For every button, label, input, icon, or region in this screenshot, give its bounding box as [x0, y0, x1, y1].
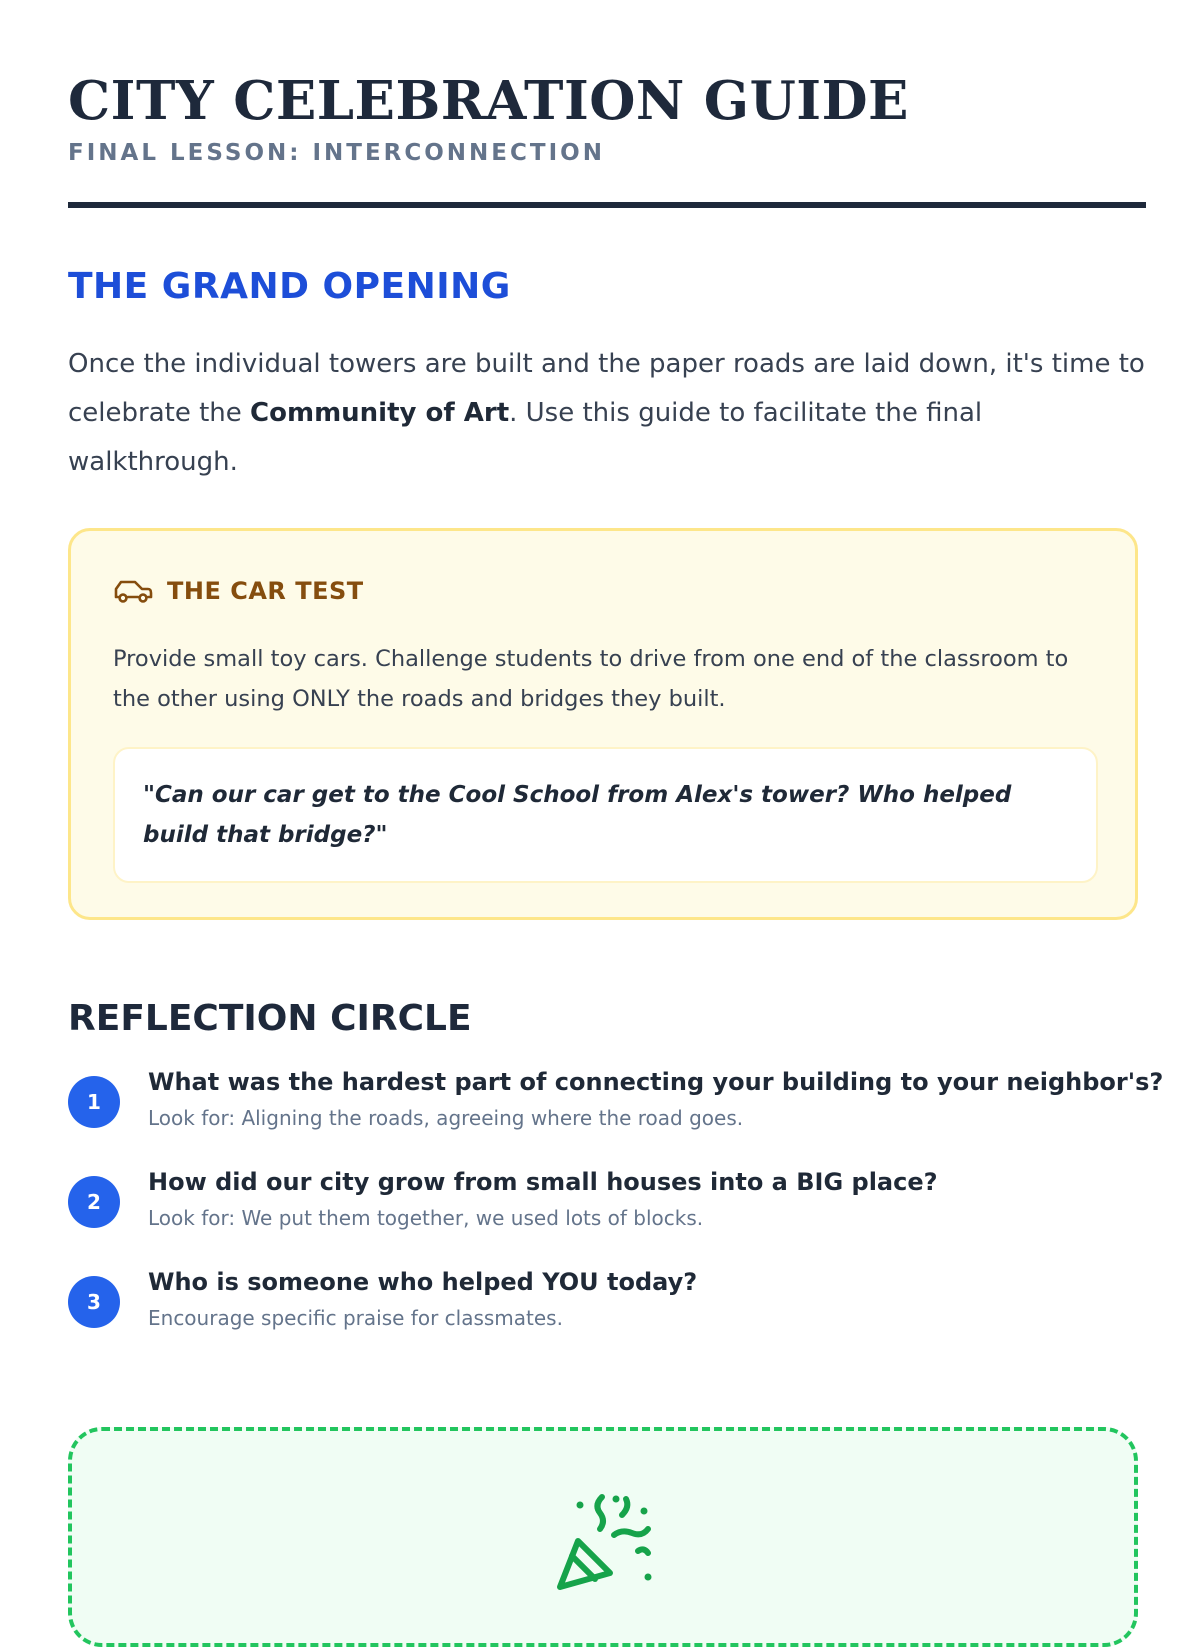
car-icon — [113, 577, 153, 605]
question-number-badge: 1 — [68, 1076, 120, 1128]
grand-opening-intro — [68, 340, 1146, 487]
intro-text-end: . Use this guide to facilitate the final walkthrough. — [68, 398, 983, 477]
intro-text-start: Once the individual towers are built and the paper roads are laid down, it's time to celebrate the — [68, 349, 1145, 428]
grand-opening-heading: THE GRAND OPENING — [68, 266, 511, 307]
header-divider — [68, 202, 1146, 208]
question-number-badge: 3 — [68, 1276, 120, 1328]
question-text: What was the hardest part of connecting your building to your neighbor's? — [148, 1068, 1164, 1096]
page-subtitle: FINAL LESSON: INTERCONNECTION — [68, 140, 605, 166]
question-hint: Look for: Aligning the roads, agreeing where the road goes. — [148, 1106, 744, 1130]
party-popper-icon — [552, 1489, 656, 1593]
question-hint: Look for: We put them together, we used lots of blocks. — [148, 1206, 704, 1230]
car-test-header — [113, 577, 364, 605]
question-hint: Encourage specific praise for classmates. — [148, 1306, 563, 1330]
car-test-quote-box — [113, 747, 1098, 883]
question-number-badge: 2 — [68, 1176, 120, 1228]
reflection-heading: REFLECTION CIRCLE — [68, 998, 472, 1039]
reflection-question — [68, 1168, 1146, 1256]
car-test-title: THE CAR TEST — [167, 577, 364, 605]
question-text: How did our city grow from small houses into a BIG place? — [148, 1168, 938, 1196]
car-test-quote: "Can our car get to the Cool School from Alex's tower? Who helped build that bridge?" — [143, 782, 1012, 848]
question-text: Who is someone who helped YOU today? — [148, 1268, 698, 1296]
intro-emphasis: Community of Art — [250, 398, 510, 428]
car-test-text: Provide small toy cars. Challenge students to drive from one end of the classroom to the other using ONLY the roads and bridges they built. — [113, 646, 1069, 712]
reflection-question — [68, 1268, 1146, 1356]
page-title: CITY CELEBRATION GUIDE — [68, 70, 909, 132]
celebration-card — [68, 1427, 1138, 1647]
car-test-card — [68, 528, 1138, 920]
reflection-question — [68, 1068, 1164, 1156]
